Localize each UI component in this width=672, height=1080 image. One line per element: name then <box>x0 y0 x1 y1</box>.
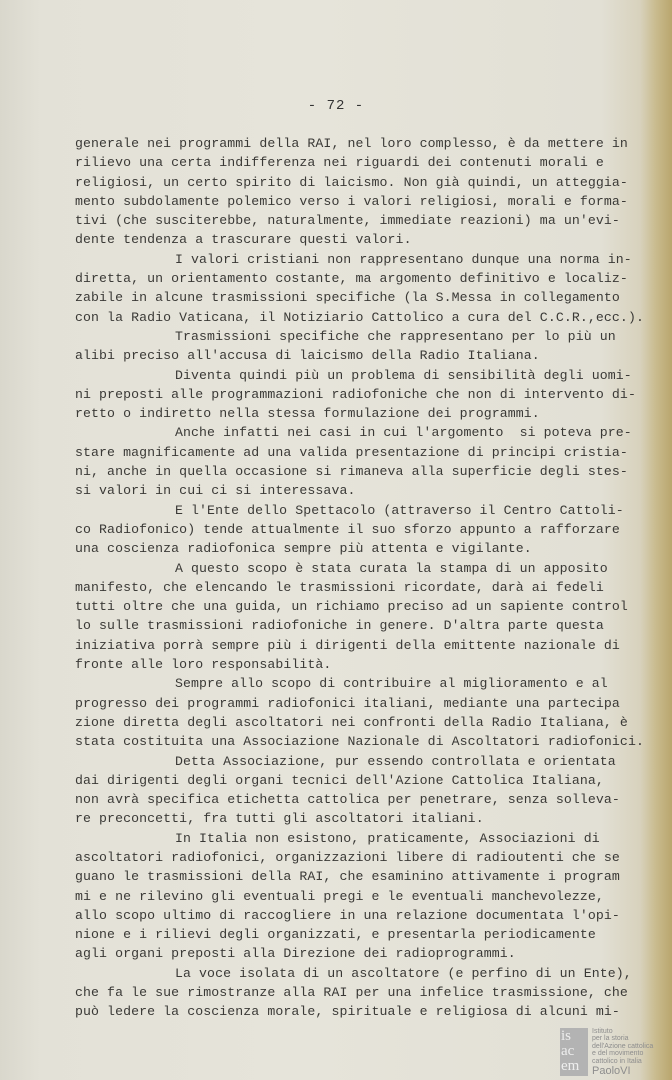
paragraph-first-line: A questo scopo è stata curata la stampa di un apposito <box>175 560 608 576</box>
page-number: - 72 - <box>307 98 365 114</box>
typewritten-body <box>75 134 655 1022</box>
text-line: mi e ne rilevino gli eventuali pregi e le eventuali manchevolezze, <box>75 888 604 904</box>
text-line: fronte alle loro responsabilità. <box>75 657 332 673</box>
text-line: stata costituita una Associazione Nazionale di Ascoltatori radiofonici. <box>75 734 644 750</box>
text-line: ascoltatori radiofonici, organizzazioni libere di radioutenti che se <box>75 849 620 865</box>
text-line: dai dirigenti degli organi tecnici dell'Azione Cattolica Italiana, <box>75 772 604 788</box>
text-line: iniziativa porrà sempre più i dirigenti della emittente nazionale di <box>75 637 620 653</box>
text-line: mento subdolamente polemico verso i valori religiosi, morali e forma- <box>75 193 628 209</box>
text-line: manifesto, che elencando le trasmissioni ricordate, darà ai fedeli <box>75 579 604 595</box>
text-line: ni, anche in quella occasione si rimaneva alla superficie degli stes- <box>75 464 628 480</box>
text-line: tivi (che susciterebbe, naturalmente, immediate reazioni) ma un'evi- <box>75 213 620 229</box>
text-line: con la Radio Vaticana, il Notiziario Cattolico a cura del C.C.R.,ecc.). <box>75 309 644 325</box>
paragraph-first-line: E l'Ente dello Spettacolo (attraverso il Centro Cattoli- <box>175 502 624 518</box>
text-line: religiosi, un certo spirito di laicismo. Non già quindi, un atteggia- <box>75 174 628 190</box>
paragraph-first-line: Diventa quindi più un problema di sensibilità degli uomi- <box>175 367 632 383</box>
text-line: re preconcetti, fra tutti gli ascoltatori italiani. <box>75 811 484 827</box>
watermark-name: PaoloVI <box>592 1065 631 1077</box>
paragraph-first-line: Detta Associazione, pur essendo controllata e orientata <box>175 753 616 769</box>
text-line: si valori in cui ci si interessava. <box>75 483 356 499</box>
text-line: rilievo una certa indifferenza nei riguardi dei contenuti morali e <box>75 155 604 171</box>
text-line: può ledere la coscienza morale, spirituale e religiosa di alcuni mi- <box>75 1004 620 1020</box>
text-line: agli organi preposti alla Direzione dei radioprogrammi. <box>75 946 516 962</box>
text-line: lo sulle trasmissioni radiofoniche in genere. D'altra parte questa <box>75 618 604 634</box>
paragraph-first-line: In Italia non esistono, praticamente, Associazioni di <box>175 830 600 846</box>
text-line: tutti oltre che una guida, un richiamo preciso ad un sapiente control <box>75 599 628 615</box>
text-line: zione diretta degli ascoltatori nei confronti della Radio Italiana, è <box>75 714 628 730</box>
text-line: diretta, un orientamento costante, ma argomento definitivo e localiz- <box>75 271 628 287</box>
archive-watermark-logo <box>560 1028 670 1078</box>
text-line: zabile in alcune trasmissioni specifiche (la S.Messa in collegamento <box>75 290 620 306</box>
text-line: non avrà specifica etichetta cattolica per penetrare, senza solleva- <box>75 792 620 808</box>
text-line: guano le trasmissioni della RAI, che esaminino attivamente i program <box>75 869 620 885</box>
text-line: ni preposti alle programmazioni radiofoniche che non di intervento di- <box>75 386 636 402</box>
text-line: retto o indiretto nella stessa formulazione dei programmi. <box>75 406 540 422</box>
text-line: che fa le sue rimostranze alla RAI per una infelice trasmissione, che <box>75 985 628 1001</box>
text-line: progresso dei programmi radiofonici italiani, mediante una partecipa <box>75 695 620 711</box>
text-line: alibi preciso all'accusa di laicismo della Radio Italiana. <box>75 348 540 364</box>
watermark-letters: is ac em <box>560 1028 588 1076</box>
text-line: una coscienza radiofonica sempre più attenta e vigilante. <box>75 541 532 557</box>
paragraph-first-line: La voce isolata di un ascoltatore (e perfino di un Ente), <box>175 965 632 981</box>
text-line: nione e i rilievi degli organizzati, e presentarla periodicamente <box>75 927 596 943</box>
text-line: allo scopo ultimo di raccogliere in una relazione documentata l'opi- <box>75 907 620 923</box>
text-line: co Radiofonico) tende attualmente il suo sforzo appunto a rafforzare <box>75 521 620 537</box>
paragraph-first-line: Sempre allo scopo di contribuire al miglioramento e al <box>175 676 608 692</box>
paragraph-first-line: Anche infatti nei casi in cui l'argomento si poteva pre- <box>175 425 632 441</box>
watermark-text: Istituto per la storia dell'Azione cattolica e del movimento cattolico in Italia <box>592 1028 654 1065</box>
text-line: generale nei programmi della RAI, nel loro complesso, è da mettere in <box>75 136 628 151</box>
text-line: stare magnificamente ad una valida presentazione di principi cristia- <box>75 444 628 460</box>
paragraph-first-line: I valori cristiani non rappresentano dunque una norma in- <box>175 251 632 267</box>
paragraph-first-line: Trasmissioni specifiche che rappresentano per lo più un <box>175 328 616 344</box>
text-line: dente tendenza a trascurare questi valori. <box>75 232 412 248</box>
